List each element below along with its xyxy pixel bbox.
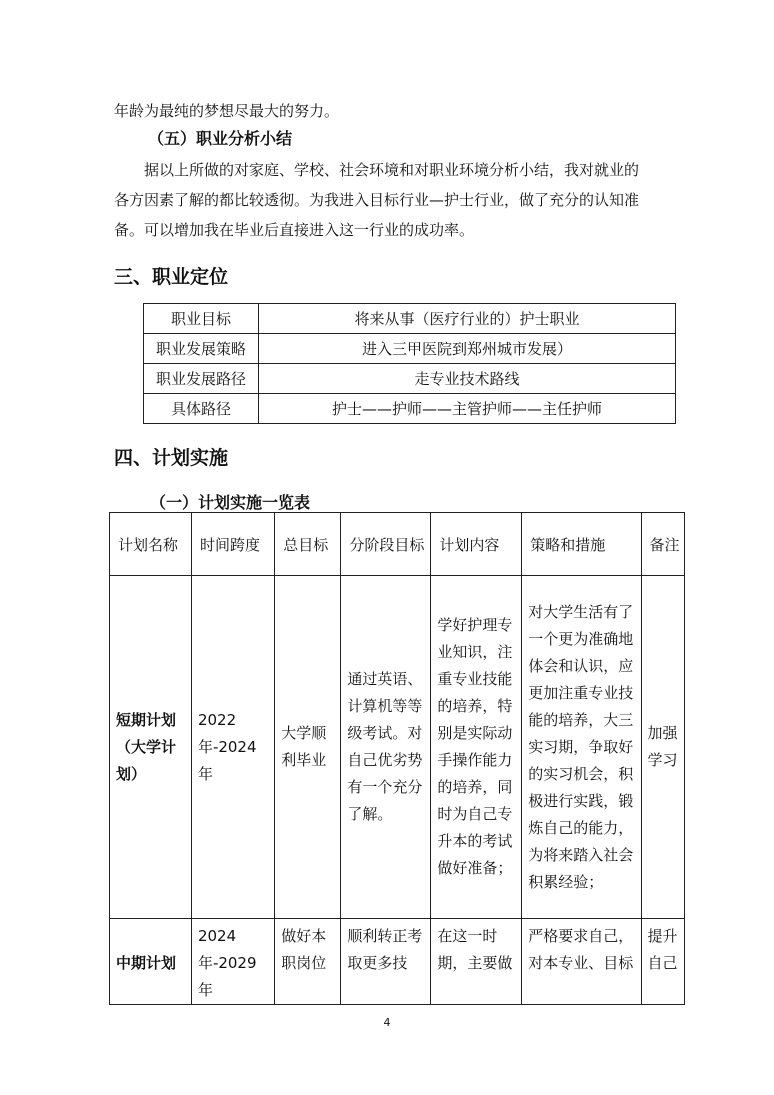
column-header: 计划内容 xyxy=(431,513,522,576)
plan-table xyxy=(109,512,685,1005)
plan-name: 短期计划（大学计划） xyxy=(116,710,177,783)
plan-note: 加强学习 xyxy=(647,724,678,769)
plan-strategy: 对大学生活有了一个更为准确地体会和认识，应更加注重专业技能的培养，大三实习期，争取好的实习机会，积极进行实践，锻炼自己的能力，为将来踏入社会积累经验； xyxy=(528,602,634,891)
plan-stage-goal: 顺利转正考取更多技 xyxy=(347,927,423,972)
column-header: 计划名称 xyxy=(110,513,192,576)
table-header-row xyxy=(110,513,685,576)
positioning-key: 职业发展策略 xyxy=(144,334,259,364)
column-header: 分阶段目标 xyxy=(341,513,431,576)
plan-content: 在这一时期，主要做 xyxy=(437,927,513,972)
column-header: 总目标 xyxy=(275,513,341,576)
column-header: 策略和措施 xyxy=(522,513,641,576)
positioning-value: 走专业技术路线 xyxy=(259,364,676,394)
table-row xyxy=(110,919,685,1005)
section3-heading: 三、职业定位 xyxy=(114,266,229,288)
positioning-value: 护士——护师——主管护师——主任护师 xyxy=(259,394,676,424)
column-header: 时间跨度 xyxy=(191,513,274,576)
table-row xyxy=(144,394,676,424)
plan-name: 中期计划 xyxy=(116,954,177,972)
intro-line: 年龄为最纯的梦想尽最大的努力。 xyxy=(114,102,340,120)
section5-para-line2: 各方因素了解的都比较透彻。为我进入目标行业—护士行业，做了充分的认知准 xyxy=(114,191,640,209)
positioning-value: 进入三甲医院到郑州城市发展） xyxy=(259,334,676,364)
plan-time-span: 2022 年-2024 年 xyxy=(197,710,257,783)
table-row xyxy=(110,576,685,919)
section4-subheading: （一）计划实施一览表 xyxy=(150,493,311,512)
positioning-key: 具体路径 xyxy=(144,394,259,424)
plan-overall-goal: 大学顺利毕业 xyxy=(281,724,327,769)
section5-para-line1: 据以上所做的对家庭、学校、社会环境和对职业环境分析小结，我对就业的 xyxy=(144,161,640,179)
section5-para-line3: 备。可以增加我在毕业后直接进入这一行业的成功率。 xyxy=(114,221,475,239)
plan-time-span: 2024 年-2029 年 xyxy=(197,927,257,999)
column-header: 备注 xyxy=(641,513,684,576)
table-row xyxy=(144,334,676,364)
table-row xyxy=(144,304,676,334)
plan-overall-goal: 做好本职岗位 xyxy=(281,927,327,972)
plan-strategy: 严格要求自己，对本专业、目标 xyxy=(528,927,634,972)
positioning-value: 将来从事（医疗行业的）护士职业 xyxy=(259,304,676,334)
positioning-key: 职业目标 xyxy=(144,304,259,334)
career-positioning-table xyxy=(143,303,676,424)
section4-heading: 四、计划实施 xyxy=(114,447,229,469)
table-row xyxy=(144,364,676,394)
section5-heading: （五）职业分析小结 xyxy=(148,129,293,148)
plan-stage-goal: 通过英语、计算机等等级考试。对自己优劣势有一个充分了解。 xyxy=(347,670,423,823)
plan-content: 学好护理专业知识，注重专业技能的培养，特别是实际动手操作能力的培养，同时为自己专升本的考试做好准备； xyxy=(437,616,513,877)
plan-note: 提升自己 xyxy=(647,927,678,972)
page-number: 4 xyxy=(383,1016,391,1029)
positioning-key: 职业发展路径 xyxy=(144,364,259,394)
